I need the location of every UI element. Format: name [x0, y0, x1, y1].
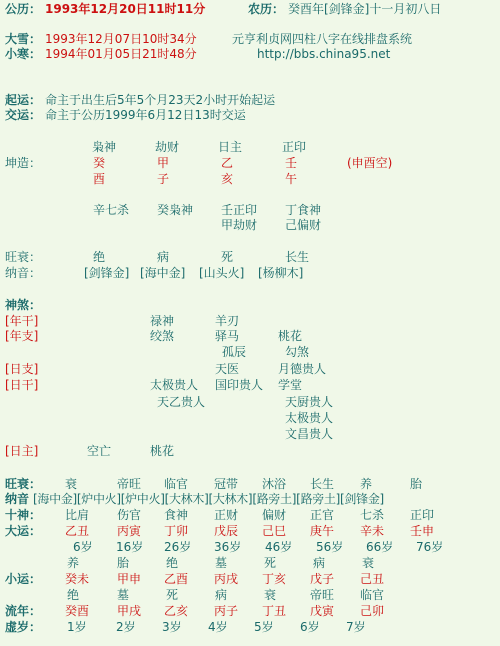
- dy-ws-6: 长生: [310, 477, 335, 491]
- dy-dy-8: 壬申: [410, 524, 435, 538]
- dy-ss-6: 正官: [310, 508, 335, 522]
- kunzao-gan-3: 乙: [221, 156, 234, 170]
- dy-ss-3: 食神: [164, 508, 189, 522]
- shensha-r1-2: 羊刃: [215, 314, 240, 328]
- dy-dy-6: 庚午: [310, 524, 335, 538]
- dy-dy-7: 辛未: [360, 524, 385, 538]
- kunzao-kong: (申酉空): [347, 156, 393, 170]
- dy-xu-6: 6岁: [300, 620, 320, 634]
- dy-age-4: 36岁: [214, 540, 242, 554]
- dy-xy-5: 丁亥: [262, 572, 287, 586]
- site-name: 元亨利贞网四柱八字在线排盘系统: [232, 32, 413, 46]
- dy-ss-7: 七杀: [360, 508, 385, 522]
- dy-xs-3: 死: [166, 588, 179, 602]
- dy-ws-7: 养: [360, 477, 373, 491]
- dy-xu-4: 4岁: [208, 620, 228, 634]
- shensha-r2-3: 桃花: [278, 329, 303, 343]
- dy-dy-4: 戊辰: [214, 524, 239, 538]
- dy-xu-7: 7岁: [346, 620, 366, 634]
- dy-ws-3: 临官: [164, 477, 189, 491]
- dy-liunian-label: 流年：: [5, 604, 42, 618]
- dy-st-7: 衰: [362, 556, 375, 570]
- dy-age-6: 56岁: [316, 540, 344, 554]
- dy-xs-2: 墓: [117, 588, 130, 602]
- dy-nayin: [海中金][炉中火][炉中火][大林木][大林木][路旁土][路旁土][剑锋金]: [33, 492, 384, 506]
- nayin-2: [海中金]: [140, 266, 186, 280]
- wangshuai-label: 旺衰：: [5, 250, 42, 264]
- site-url[interactable]: http://bbs.china95.net: [257, 47, 391, 61]
- dy-dayun-label: 大运：: [5, 524, 42, 538]
- dy-xy-1: 癸未: [65, 572, 90, 586]
- shensha-niangan: [年干]: [5, 314, 39, 328]
- daxue-label: 大雪：: [5, 32, 42, 46]
- dy-ss-4: 正财: [214, 508, 239, 522]
- nongli-value: 癸酉年[剑锋金]十一月初八日: [288, 2, 442, 16]
- dy-xiaoyun-label: 小运：: [5, 572, 42, 586]
- dy-wangshuai-label: 旺衰：: [5, 477, 42, 491]
- kunzao-top-3: 日主: [218, 140, 243, 154]
- dy-xs-4: 病: [215, 588, 228, 602]
- shensha-r7: 太极贵人: [285, 411, 334, 425]
- dy-ln-6: 戊寅: [310, 604, 335, 618]
- dy-xs-5: 衰: [264, 588, 277, 602]
- dy-xu-3: 3岁: [162, 620, 182, 634]
- dy-xy-6: 戊子: [310, 572, 335, 586]
- shensha-r9-1: 空亡: [87, 444, 112, 458]
- dy-ln-3: 乙亥: [164, 604, 189, 618]
- shensha-r8: 文昌贵人: [285, 427, 334, 441]
- dy-ws-2: 帝旺: [117, 477, 142, 491]
- dy-age-5: 46岁: [265, 540, 293, 554]
- qiyun-label: 起运：: [5, 93, 42, 107]
- dy-xs-1: 绝: [67, 588, 80, 602]
- kunzao-gan-2: 甲: [157, 156, 170, 170]
- kunzao-zhi-1: 酉: [93, 172, 106, 186]
- kunzao-gan-1: 癸: [93, 156, 106, 170]
- cang-4: 丁食神: [285, 203, 322, 217]
- dy-dy-3: 丁卯: [164, 524, 189, 538]
- cang-6: 己偏财: [285, 218, 322, 232]
- shensha-r5-2: 国印贵人: [215, 378, 264, 392]
- dy-ss-1: 比肩: [65, 508, 90, 522]
- dy-age-2: 16岁: [116, 540, 144, 554]
- kunzao-top-1: 枭神: [92, 140, 117, 154]
- dy-xy-4: 丙戌: [214, 572, 239, 586]
- wangshuai-1: 绝: [93, 250, 106, 264]
- dy-ws-8: 胎: [410, 477, 423, 491]
- dy-xy-3: 乙酉: [164, 572, 189, 586]
- kunzao-label: 坤造：: [5, 156, 42, 170]
- dy-xs-6: 帝旺: [310, 588, 335, 602]
- xiaohan-label: 小寒：: [5, 47, 42, 61]
- dy-ln-2: 甲戌: [117, 604, 142, 618]
- shensha-rizhu: [日主]: [5, 444, 39, 458]
- dy-st-5: 死: [264, 556, 277, 570]
- shensha-r4-2: 月德贵人: [278, 362, 327, 376]
- nayin-4: [杨柳木]: [258, 266, 304, 280]
- nayin-3: [山头火]: [199, 266, 245, 280]
- dy-age-8: 76岁: [416, 540, 444, 554]
- wangshuai-2: 病: [157, 250, 170, 264]
- shensha-r3-2: 勾煞: [285, 345, 310, 359]
- dy-dy-5: 己巳: [262, 524, 287, 538]
- shensha-r3-1: 孤辰: [222, 345, 247, 359]
- shensha-r1-1: 禄神: [150, 314, 175, 328]
- dy-xu-2: 2岁: [116, 620, 136, 634]
- dy-age-1: 6岁: [73, 540, 93, 554]
- dy-shishen-label: 十神：: [5, 508, 42, 522]
- qiyun-value: 命主于出生后5年5个月23天2小时开始起运: [45, 93, 276, 107]
- wangshuai-4: 长生: [285, 250, 310, 264]
- jiaoyun-value: 命主于公历1999年6月12日13时交运: [45, 108, 246, 122]
- dy-st-2: 胎: [117, 556, 130, 570]
- dy-ss-2: 伤官: [117, 508, 142, 522]
- shensha-rizhi: [日支]: [5, 362, 39, 376]
- shensha-r6-1: 天乙贵人: [157, 395, 206, 409]
- dy-dy-2: 丙寅: [117, 524, 142, 538]
- cang-5: 甲劫财: [221, 218, 258, 232]
- kunzao-zhi-4: 午: [285, 172, 298, 186]
- dy-st-1: 养: [67, 556, 80, 570]
- nayin-label: 纳音：: [5, 266, 42, 280]
- dy-xy-7: 己丑: [360, 572, 385, 586]
- dy-ss-5: 偏财: [262, 508, 287, 522]
- kunzao-gan-4: 壬: [285, 156, 298, 170]
- kunzao-top-2: 劫财: [155, 140, 180, 154]
- dy-age-3: 26岁: [164, 540, 192, 554]
- wangshuai-3: 死: [221, 250, 234, 264]
- dy-xu-5: 5岁: [254, 620, 274, 634]
- shensha-r4-1: 天医: [215, 362, 240, 376]
- jiaoyun-label: 交运：: [5, 108, 42, 122]
- dy-ws-1: 衰: [65, 477, 78, 491]
- kunzao-zhi-2: 子: [157, 172, 170, 186]
- dy-ss-8: 正印: [410, 508, 435, 522]
- shensha-rigan: [日干]: [5, 378, 39, 392]
- dy-ln-4: 丙子: [214, 604, 239, 618]
- xiaohan-value: 1994年01月05日21时48分: [45, 47, 197, 61]
- dy-dy-1: 乙丑: [65, 524, 90, 538]
- dy-ws-4: 冠带: [214, 477, 239, 491]
- dy-ws-5: 沐浴: [262, 477, 287, 491]
- shensha-r5-1: 太极贵人: [150, 378, 199, 392]
- shensha-r5-3: 学堂: [278, 378, 303, 392]
- dy-xs-7: 临官: [360, 588, 385, 602]
- daxue-value: 1993年12月07日10时34分: [45, 32, 197, 46]
- shensha-nianzhi: [年支]: [5, 329, 39, 343]
- dy-xu-1: 1岁: [67, 620, 87, 634]
- kunzao-top-4: 正印: [282, 140, 307, 154]
- dy-xusui-label: 虚岁：: [5, 620, 42, 634]
- shensha-title: 神煞：: [5, 298, 42, 312]
- dy-nayin-label: 纳音: [5, 492, 30, 506]
- dy-ln-1: 癸酉: [65, 604, 90, 618]
- dy-st-6: 病: [313, 556, 326, 570]
- shensha-r2-2: 驿马: [215, 329, 240, 343]
- nayin-1: [剑锋金]: [84, 266, 130, 280]
- dy-age-7: 66岁: [366, 540, 394, 554]
- dy-ln-5: 丁丑: [262, 604, 287, 618]
- dy-st-4: 墓: [215, 556, 228, 570]
- shensha-r6-2: 天厨贵人: [285, 395, 334, 409]
- dy-xy-2: 甲申: [117, 572, 142, 586]
- cang-1: 辛七杀: [93, 203, 130, 217]
- nongli-label: 农历：: [248, 2, 285, 16]
- shensha-r9-2: 桃花: [150, 444, 175, 458]
- gongli-label: 公历：: [5, 2, 42, 16]
- shensha-r2-1: 绞煞: [150, 329, 175, 343]
- gongli-value: 1993年12月20日11时11分: [45, 2, 206, 16]
- cang-3: 壬正印: [221, 203, 258, 217]
- dy-ln-7: 己卯: [360, 604, 385, 618]
- dy-st-3: 绝: [166, 556, 179, 570]
- kunzao-zhi-3: 亥: [221, 172, 234, 186]
- cang-2: 癸枭神: [157, 203, 194, 217]
